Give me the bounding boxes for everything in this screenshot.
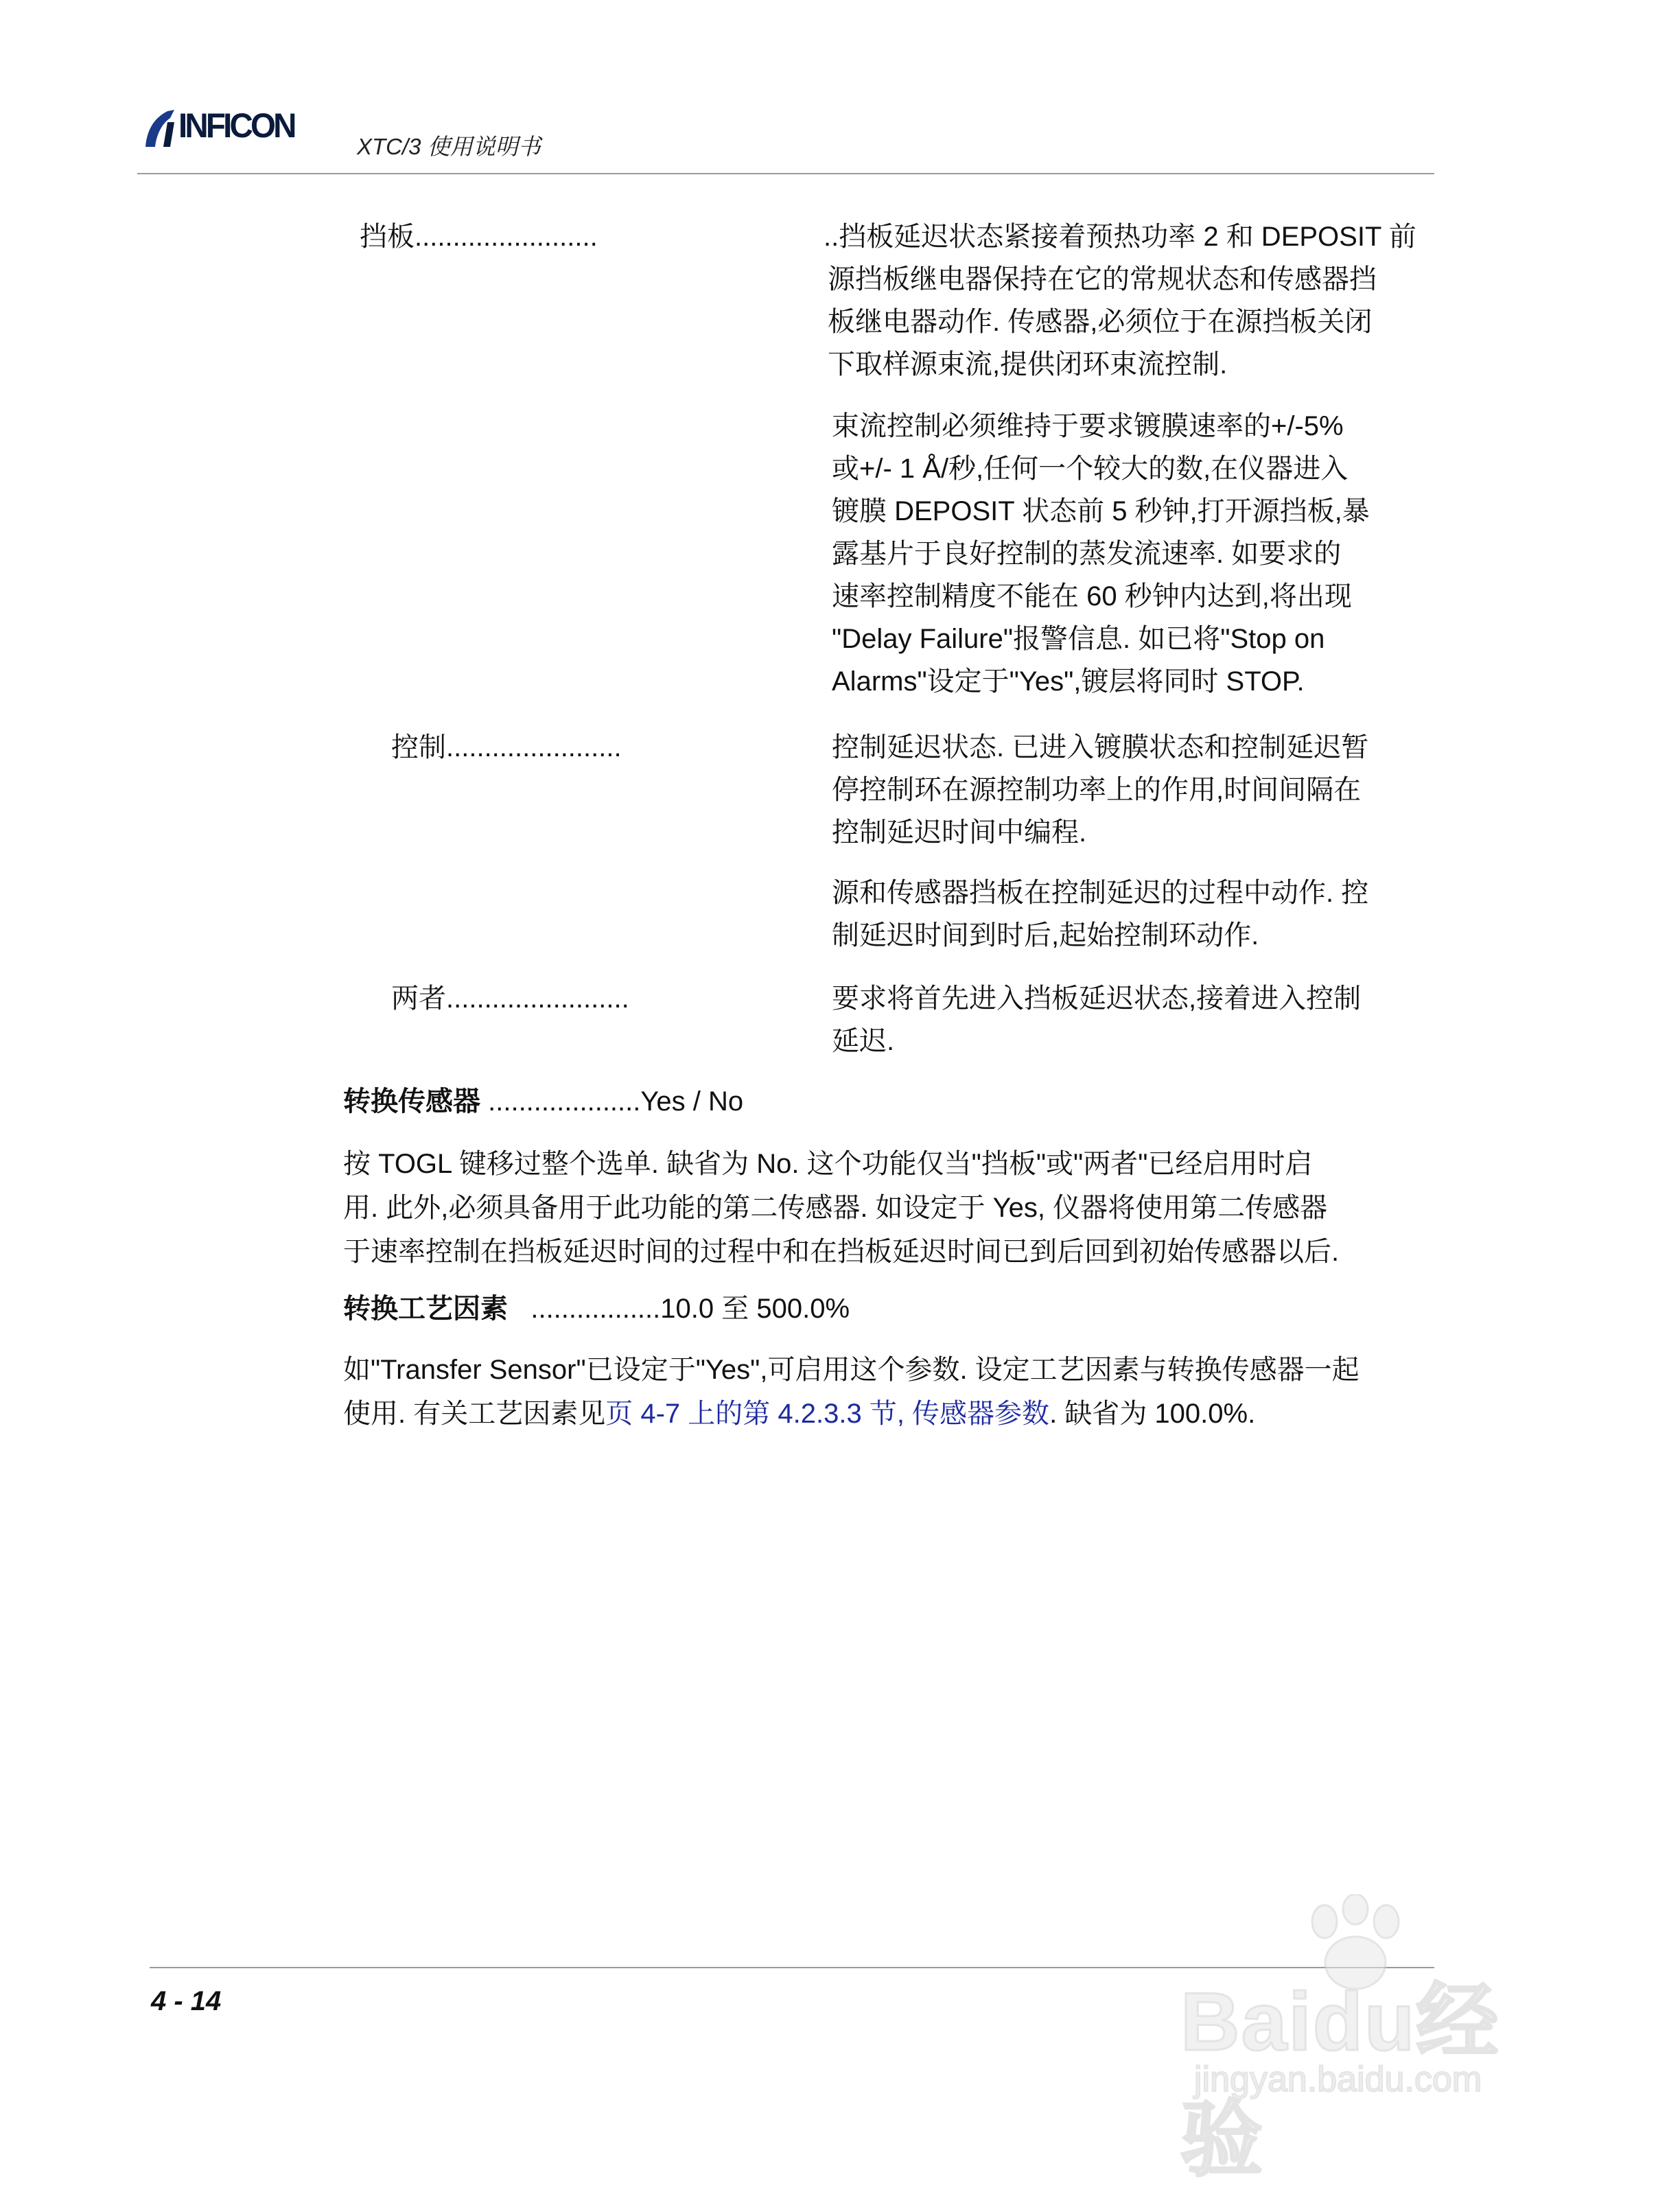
param-value: .Yes / No: [633, 1086, 744, 1117]
text-line: 源挡板继电器保持在它的常规状态和传感器挡: [828, 264, 1377, 294]
text-segment: 使用. 有关工艺因素见: [343, 1399, 606, 1429]
page-header: [137, 96, 1434, 178]
text-line: 下取样源束流,提供闭环束流控制.: [828, 349, 1228, 380]
inficon-logo: [143, 104, 342, 152]
text-line: 如"Transfer Sensor"已设定于"Yes",可启用这个参数. 设定工艺因素与转换传感器一起: [343, 1355, 1360, 1385]
param-label: 转换工艺因素: [343, 1294, 508, 1324]
text-line: "Delay Failure"报警信息. 如已将"Stop on: [832, 624, 1325, 654]
text-line: 露基片于良好控制的蒸发流速率. 如要求的: [832, 539, 1342, 569]
text-line: 停控制环在源控制功率上的作用,时间间隔在: [832, 775, 1362, 805]
text-line: 束流控制必须维持于要求镀膜速率的+/-5%: [832, 411, 1344, 441]
text-line: Alarms"设定于"Yes",镀层将同时 STOP.: [832, 666, 1305, 697]
text-line: ..挡板延迟状态紧接着预热功率 2 和 DEPOSIT 前: [824, 222, 1416, 252]
text-line: 板继电器动作. 传感器,必须位于在源挡板关闭: [828, 307, 1373, 337]
term-both: 两者........................: [391, 983, 629, 1014]
transfer-tooling-description: [343, 1348, 1434, 1436]
desc-shutter-para-1: [824, 215, 1445, 386]
cross-reference-link[interactable]: 页 4-7 上的第 4.2.3.3 节, 传感器参数: [605, 1399, 1050, 1429]
leader-dots: ................: [508, 1294, 653, 1324]
param-transfer-tooling: [343, 1287, 850, 1330]
text-line: 制延迟时间到时后,起始控制环动作.: [832, 920, 1259, 951]
param-transfer-sensor: [343, 1080, 743, 1123]
text-line: 控制延迟时间中编程.: [832, 817, 1087, 848]
text-line: 按 TOGL 键移过整个选单. 缺省为 No. 这个功能仅当"挡板"或"两者"已经启用时启: [343, 1149, 1313, 1179]
watermark-brand: Baidu经验: [1180, 1976, 1500, 2186]
text-line: 控制延迟状态. 已进入镀膜状态和控制延迟暂: [832, 732, 1369, 762]
desc-control-para-2: [832, 872, 1436, 957]
header-divider: [137, 173, 1434, 174]
inficon-logo-mark-icon: [143, 107, 178, 148]
param-value: .10.0 至 500.0%: [653, 1294, 850, 1324]
text-line: [343, 1392, 1434, 1436]
text-line: 镀膜 DEPOSIT 状态前 5 秒钟,打开源挡板,暴: [832, 496, 1370, 526]
text-line: 延迟.: [832, 1026, 895, 1056]
desc-control-para-1: [832, 726, 1436, 854]
term-control: 控制.......................: [391, 732, 622, 762]
text-line: 或+/- 1 Å/秒,任何一个较大的数,在仪器进入: [832, 454, 1349, 484]
param-label: 转换传感器: [343, 1086, 480, 1117]
baidu-watermark: [1180, 1894, 1578, 2186]
term-shutter: 挡板........................: [360, 222, 598, 252]
desc-shutter-para-2: [832, 405, 1422, 703]
text-line: 速率控制精度不能在 60 秒钟内达到,将出现: [832, 581, 1352, 611]
text-line: 于速率控制在挡板延迟时间的过程中和在挡板延迟时间已到后回到初始传感器以后.: [343, 1237, 1340, 1267]
watermark-url: jingyan.baidu.com: [1194, 2060, 1482, 2099]
logo-text: INFICON: [178, 106, 294, 145]
leader-dots: ...................: [480, 1086, 633, 1117]
text-line: 要求将首先进入挡板延迟状态,接着进入控制: [832, 983, 1362, 1014]
page-number: 4 - 14: [151, 1986, 222, 2016]
transfer-sensor-description: [343, 1142, 1434, 1274]
text-line: 源和传感器挡板在控制延迟的过程中动作. 控: [832, 878, 1369, 908]
text-line: 用. 此外,必须具备用于此功能的第二传感器. 如设定于 Yes, 仪器将使用第二传感器: [343, 1193, 1328, 1223]
document-title: XTC/3 使用说明书: [357, 134, 541, 159]
desc-both: [832, 977, 1436, 1062]
text-segment: . 缺省为 100.0%.: [1049, 1399, 1256, 1429]
